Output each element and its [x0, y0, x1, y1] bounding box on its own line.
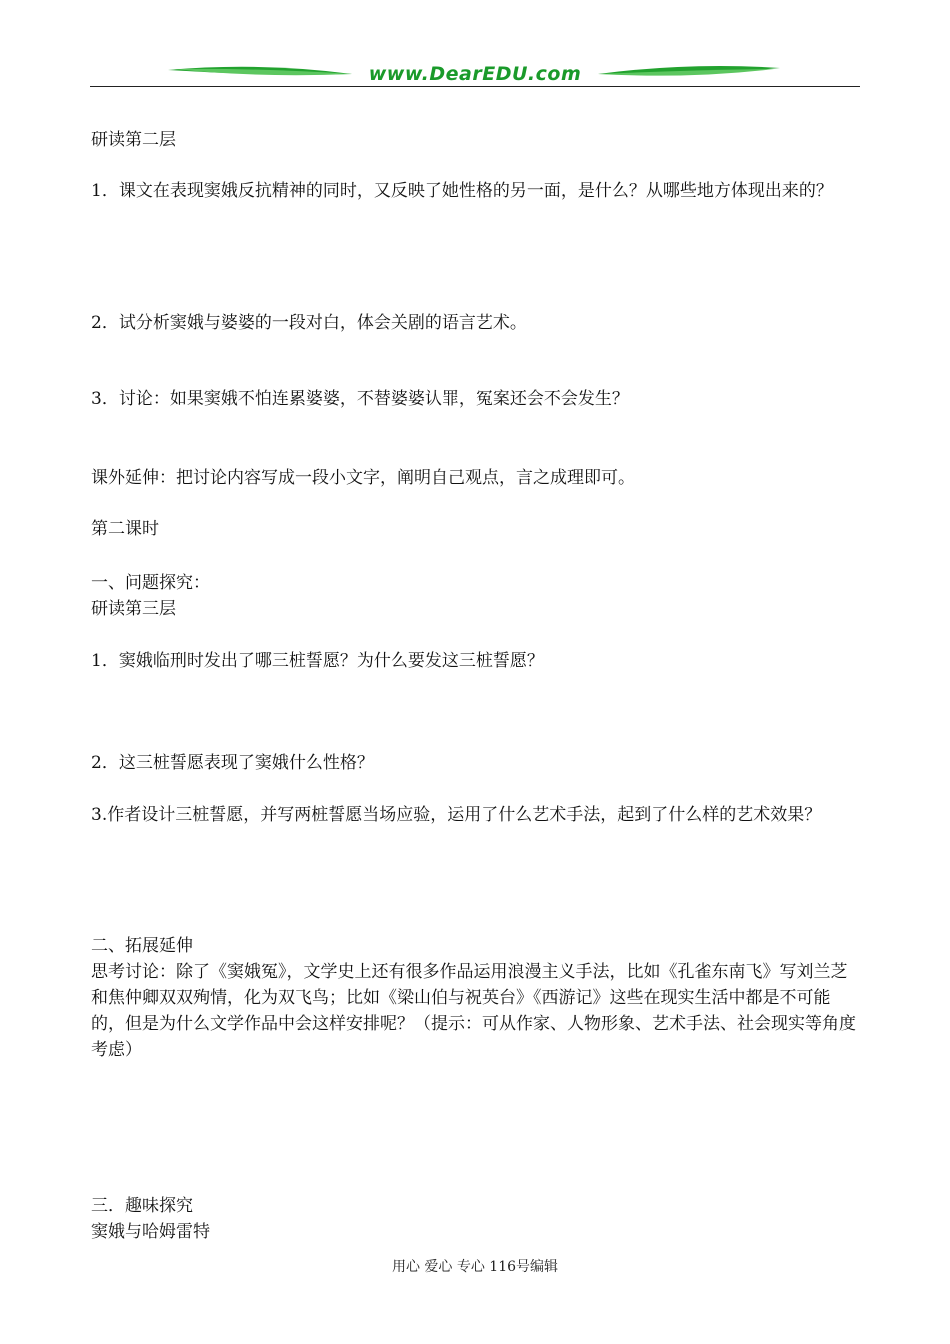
site-logo: www.DearEDU.com	[368, 63, 582, 85]
question-3: 3．讨论：如果窦娥不怕连累婆婆，不替婆婆认罪，冤案还会不会发生？	[91, 389, 629, 409]
part-title-3: 窦娥与哈姆雷特	[91, 1222, 210, 1242]
part-heading-2: 二、拓展延伸	[91, 936, 193, 956]
question-2: 2．试分析窦娥与婆婆的一段对白，体会关剧的语言艺术。	[91, 313, 527, 333]
page-footer: 用心 爱心 专心 116号编辑	[391, 1259, 559, 1275]
question-5: 2．这三桩誓愿表现了窦娥什么性格？	[91, 753, 374, 773]
section-title-3: 研读第三层	[91, 599, 176, 619]
question-6: 3.作者设计三桩誓愿，并写两桩誓愿当场应验，运用了什么艺术手法，起到了什么样的艺术效果？	[91, 805, 822, 825]
lesson-heading: 第二课时	[91, 519, 159, 539]
header-divider	[90, 86, 860, 87]
section-title: 研读第二层	[91, 130, 176, 150]
question-1: 1．课文在表现窦娥反抗精神的同时，又反映了她性格的另一面，是什么？从哪些地方体现出来的？	[91, 181, 833, 201]
extension-task: 课外延伸：把讨论内容写成一段小文字，阐明自己观点，言之成理即可。	[91, 468, 635, 488]
question-4: 1．窦娥临刑时发出了哪三桩誓愿？为什么要发这三桩誓愿？	[91, 651, 544, 671]
part-heading-1: 一、问题探究：	[91, 573, 210, 593]
part-heading-3: 三．趣味探究	[91, 1196, 193, 1216]
discussion-paragraph: 思考讨论：除了《窦娥冤》，文学史上还有很多作品运用浪漫主义手法，比如《孔雀东南飞》写刘兰芝和焦仲卿双双殉情，化为双飞鸟；比如《梁山伯与祝英台》《西游记》这些在现实生活中都是不可能的，但是为什么文学作品中会这样安排呢？（提示：可从作家、人物形象、艺术手法、社会现实等角度考虑）	[91, 962, 856, 1060]
